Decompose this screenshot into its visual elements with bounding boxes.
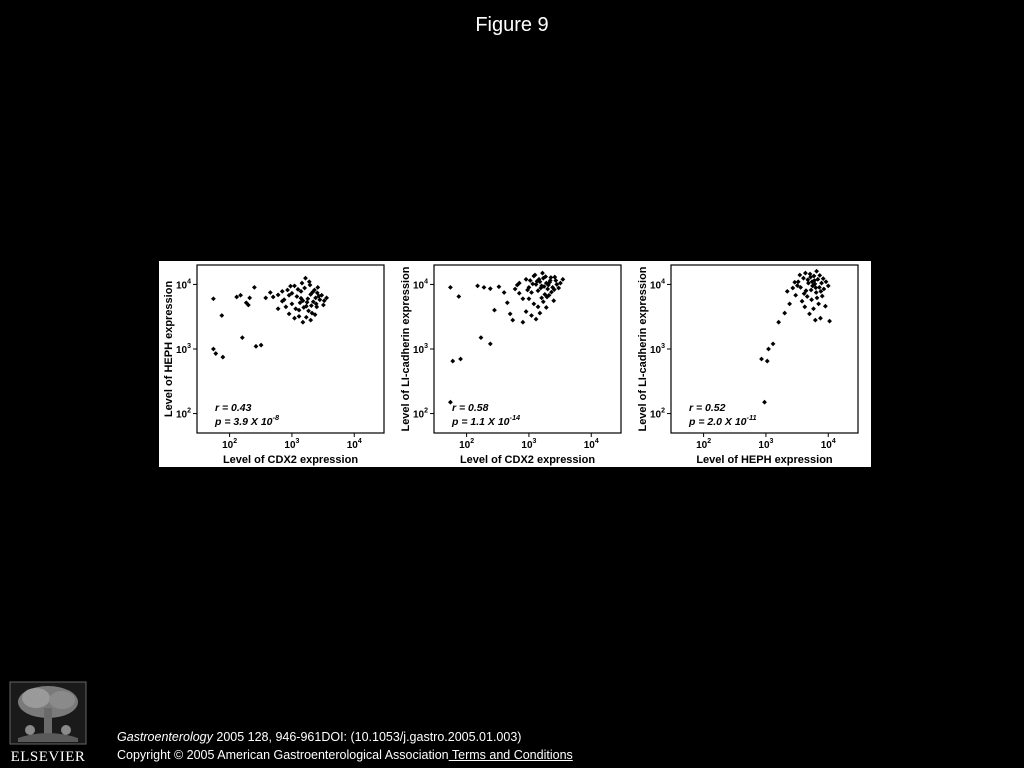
correlation-r-annotation: r = 0.43 bbox=[215, 402, 252, 414]
scatter-point bbox=[823, 304, 828, 309]
y-tick-label-base: 10 bbox=[412, 345, 425, 356]
scatter-point bbox=[552, 275, 557, 280]
x-tick-label-base: 10 bbox=[820, 440, 832, 451]
p-value-annotation bbox=[451, 413, 520, 428]
citation-block bbox=[117, 728, 573, 764]
scatter-point bbox=[288, 284, 293, 289]
scatter-point bbox=[285, 288, 290, 293]
scatter-point bbox=[531, 301, 536, 306]
correlation-r-annotation: r = 0.52 bbox=[689, 402, 726, 414]
x-tick-label-base: 10 bbox=[346, 440, 358, 451]
scatter-point bbox=[247, 295, 252, 300]
y-tick-label-base: 10 bbox=[175, 280, 188, 292]
x-tick-label-base: 10 bbox=[583, 440, 595, 451]
copyright-line bbox=[117, 746, 573, 764]
y-tick-label-exponent: 3 bbox=[187, 343, 191, 350]
scatter-point bbox=[488, 286, 493, 291]
scatter-point bbox=[303, 276, 308, 281]
scatter-point bbox=[305, 300, 310, 305]
scatter-point bbox=[492, 308, 497, 313]
scatter-point bbox=[252, 285, 257, 290]
scatter-point bbox=[807, 311, 812, 316]
p-value-annotation-exponent: -8 bbox=[272, 413, 280, 422]
scatter-point bbox=[287, 311, 292, 316]
y-axis-label: Level of LI-cadherin expression bbox=[637, 266, 649, 432]
scatter-point bbox=[301, 320, 306, 325]
y-tick-label bbox=[176, 408, 191, 421]
scatter-point bbox=[816, 301, 821, 306]
scatter-panel-3 bbox=[637, 265, 858, 466]
scatter-point bbox=[759, 357, 764, 362]
scatter-point bbox=[814, 290, 819, 295]
scatter-point bbox=[524, 277, 529, 282]
scatter-point bbox=[551, 298, 556, 303]
scatter-point bbox=[268, 290, 273, 295]
scatter-point bbox=[809, 297, 814, 302]
terms-and-conditions-link[interactable]: Terms and Conditions bbox=[448, 748, 573, 762]
x-tick-label-exponent: 4 bbox=[357, 438, 362, 445]
citation-details: 2005 128, 946-961DOI: (10.1053/j.gastro.2005.01.003) bbox=[212, 730, 522, 744]
y-tick-label bbox=[176, 278, 191, 291]
scatter-point bbox=[817, 273, 822, 278]
scatter-point bbox=[283, 304, 288, 309]
scatter-point bbox=[300, 281, 305, 286]
scatter-point bbox=[259, 343, 264, 348]
scatter-point bbox=[771, 341, 776, 346]
scatter-point bbox=[800, 299, 805, 304]
scatter-point bbox=[213, 351, 218, 356]
scatter-point bbox=[524, 309, 529, 314]
x-tick-label bbox=[584, 438, 599, 451]
p-value-annotation-exponent: -14 bbox=[509, 413, 521, 422]
x-tick-label-exponent: 4 bbox=[594, 438, 599, 445]
scatter-point bbox=[808, 272, 813, 277]
x-tick-label-base: 10 bbox=[222, 440, 234, 451]
scatter-point bbox=[536, 304, 541, 309]
scatter-point bbox=[527, 296, 532, 301]
y-tick-label-exponent: 3 bbox=[661, 343, 665, 350]
y-tick-label-base: 10 bbox=[649, 409, 662, 421]
y-tick-label bbox=[413, 408, 428, 421]
scatter-point bbox=[475, 283, 480, 288]
scatter-point bbox=[211, 347, 216, 352]
scatter-point bbox=[520, 296, 525, 301]
y-tick-label-base: 10 bbox=[412, 280, 425, 292]
x-tick-label bbox=[459, 438, 474, 451]
y-axis-label: Level of HEPH expression bbox=[163, 280, 175, 418]
x-tick-label-exponent: 3 bbox=[295, 438, 300, 445]
scatter-point bbox=[292, 316, 297, 321]
scatter-point bbox=[782, 311, 787, 316]
scatter-point bbox=[302, 286, 307, 291]
scatter-point bbox=[792, 280, 797, 285]
scatter-point bbox=[529, 290, 534, 295]
scatter-point bbox=[290, 301, 295, 306]
scatter-point bbox=[766, 347, 771, 352]
citation-line bbox=[117, 728, 573, 746]
p-value-annotation-base: p = 1.1 X 10 bbox=[452, 416, 510, 428]
x-tick-label-base: 10 bbox=[284, 440, 296, 451]
scatter-point bbox=[820, 294, 825, 299]
scatter-point bbox=[482, 285, 487, 290]
scatter-point bbox=[458, 357, 463, 362]
scatter-point bbox=[321, 303, 326, 308]
scatter-point bbox=[553, 278, 558, 283]
y-tick-label-base: 10 bbox=[649, 280, 662, 292]
scatter-point bbox=[529, 313, 534, 318]
scatter-point bbox=[254, 344, 259, 349]
scatter-point bbox=[309, 303, 314, 308]
scatter-point bbox=[560, 277, 565, 282]
scatter-point bbox=[797, 273, 802, 278]
scatter-point bbox=[505, 300, 510, 305]
y-tick-label bbox=[650, 278, 665, 291]
scatter-point bbox=[814, 269, 819, 274]
scatter-point bbox=[276, 306, 281, 311]
scatter-point bbox=[815, 295, 820, 300]
y-tick-label-base: 10 bbox=[649, 345, 662, 356]
scatter-point bbox=[510, 318, 515, 323]
journal-name: Gastroenterology bbox=[117, 730, 213, 744]
figure-panel bbox=[159, 261, 871, 467]
scatter-point bbox=[508, 311, 513, 316]
x-tick-label bbox=[758, 438, 773, 451]
scatter-point bbox=[787, 301, 792, 306]
scatter-figure bbox=[159, 261, 871, 467]
scatter-point bbox=[280, 289, 285, 294]
x-tick-label-base: 10 bbox=[521, 440, 533, 451]
scatter-point bbox=[294, 294, 299, 299]
scatter-point bbox=[513, 287, 518, 292]
scatter-point bbox=[219, 313, 224, 318]
copyright-text: Copyright © 2005 American Gastroenterological Association bbox=[117, 748, 449, 762]
scatter-point bbox=[317, 297, 322, 302]
x-tick-label-base: 10 bbox=[696, 440, 708, 451]
p-value-annotation bbox=[688, 413, 757, 428]
x-axis-label: Level of CDX2 expression bbox=[222, 454, 359, 466]
x-tick-label-base: 10 bbox=[459, 440, 471, 451]
x-tick-label-exponent: 2 bbox=[233, 438, 238, 445]
scatter-point bbox=[818, 316, 823, 321]
y-tick-label-exponent: 4 bbox=[187, 278, 191, 286]
x-tick-label bbox=[696, 438, 711, 451]
scatter-point bbox=[308, 283, 313, 288]
y-tick-label-exponent: 3 bbox=[424, 343, 428, 350]
elsevier-wordmark: ELSEVIER bbox=[10, 749, 86, 765]
y-axis-label: Level of LI-cadherin expression bbox=[400, 266, 412, 432]
scatter-point bbox=[497, 284, 502, 289]
scatter-point bbox=[805, 294, 810, 299]
y-tick-label-exponent: 2 bbox=[187, 407, 191, 415]
y-tick-label-base: 10 bbox=[175, 345, 188, 356]
scatter-point bbox=[824, 279, 829, 284]
scatter-point bbox=[801, 276, 806, 281]
scatter-point bbox=[826, 283, 831, 288]
scatter-point bbox=[308, 318, 313, 323]
p-value-annotation-exponent: -11 bbox=[746, 413, 757, 422]
scatter-point bbox=[304, 315, 309, 320]
x-tick-label-base: 10 bbox=[758, 440, 770, 451]
scatter-point bbox=[545, 287, 550, 292]
y-tick-label-base: 10 bbox=[175, 409, 188, 421]
y-tick-label bbox=[176, 343, 191, 356]
x-tick-label bbox=[347, 438, 362, 451]
scatter-point bbox=[297, 314, 302, 319]
scatter-point bbox=[488, 341, 493, 346]
elsevier-logo bbox=[8, 680, 88, 766]
scatter-point bbox=[765, 359, 770, 364]
x-tick-label bbox=[821, 438, 836, 451]
scatter-point bbox=[821, 276, 826, 281]
scatter-point bbox=[220, 355, 225, 360]
x-tick-label-exponent: 3 bbox=[769, 438, 774, 445]
scatter-point bbox=[530, 281, 535, 286]
x-tick-label-exponent: 2 bbox=[707, 438, 712, 445]
x-tick-label bbox=[222, 438, 237, 451]
scatter-panel-2 bbox=[400, 265, 621, 466]
scatter-point bbox=[790, 286, 795, 291]
scatter-point bbox=[305, 296, 310, 301]
x-tick-label bbox=[284, 438, 299, 451]
scatter-point bbox=[827, 319, 832, 324]
scatter-point bbox=[793, 293, 798, 298]
y-tick-label bbox=[650, 408, 665, 421]
y-tick-label bbox=[413, 343, 428, 356]
x-tick-label bbox=[521, 438, 536, 451]
y-tick-label-exponent: 4 bbox=[424, 278, 428, 286]
y-tick-label bbox=[650, 343, 665, 356]
scatter-point bbox=[538, 311, 543, 316]
p-value-annotation-base: p = 3.9 X 10 bbox=[215, 416, 273, 428]
elsevier-tree-icon bbox=[8, 680, 88, 746]
scatter-point bbox=[819, 281, 824, 286]
scatter-point bbox=[456, 294, 461, 299]
x-tick-label-exponent: 4 bbox=[831, 438, 836, 445]
x-axis-label: Level of HEPH expression bbox=[696, 454, 833, 466]
scatter-point bbox=[534, 317, 539, 322]
scatter-point bbox=[517, 291, 522, 296]
y-tick-label-base: 10 bbox=[412, 409, 425, 421]
scatter-panel-1 bbox=[163, 265, 384, 466]
figure-title: Figure 9 bbox=[475, 14, 549, 36]
scatter-point bbox=[211, 296, 216, 301]
x-tick-label-exponent: 3 bbox=[532, 438, 537, 445]
scatter-point bbox=[479, 335, 484, 340]
scatter-point bbox=[520, 320, 525, 325]
scatter-point bbox=[292, 283, 297, 288]
y-tick-label-exponent: 2 bbox=[424, 407, 428, 415]
scatter-point bbox=[315, 285, 320, 290]
scatter-point bbox=[502, 290, 507, 295]
scatter-point bbox=[811, 306, 816, 311]
correlation-r-annotation: r = 0.58 bbox=[452, 402, 489, 414]
scatter-point bbox=[540, 271, 545, 276]
scatter-point bbox=[802, 304, 807, 309]
p-value-annotation-base: p = 2.0 X 10 bbox=[689, 416, 747, 428]
scatter-point bbox=[450, 359, 455, 364]
scatter-point bbox=[813, 318, 818, 323]
x-axis-label: Level of CDX2 expression bbox=[459, 454, 596, 466]
scatter-point bbox=[776, 320, 781, 325]
scatter-point bbox=[263, 295, 268, 300]
scatter-point bbox=[803, 271, 808, 276]
scatter-point bbox=[809, 288, 814, 293]
scatter-point bbox=[276, 292, 281, 297]
x-tick-label-exponent: 2 bbox=[470, 438, 475, 445]
p-value-annotation bbox=[214, 413, 280, 428]
y-tick-label-exponent: 4 bbox=[661, 278, 665, 286]
scatter-point bbox=[528, 278, 533, 283]
scatter-point bbox=[544, 305, 549, 310]
y-tick-label bbox=[413, 278, 428, 291]
y-tick-label-exponent: 2 bbox=[661, 407, 665, 415]
scatter-point bbox=[785, 289, 790, 294]
scatter-point bbox=[240, 335, 245, 340]
scatter-point bbox=[271, 295, 276, 300]
scatter-point bbox=[448, 285, 453, 290]
scatter-point bbox=[762, 400, 767, 405]
